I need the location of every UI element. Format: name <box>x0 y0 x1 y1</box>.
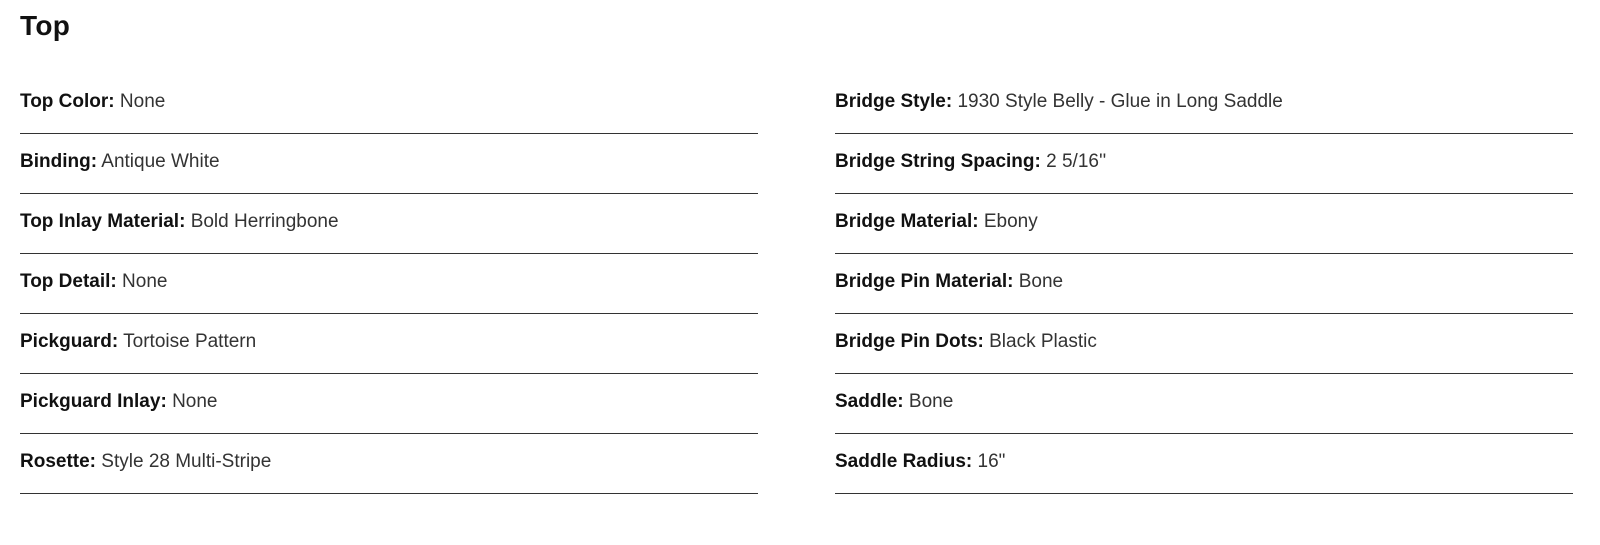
spec-row-top-color <box>20 74 758 134</box>
spec-label: Top Color: <box>20 91 115 112</box>
spec-list-right <box>835 74 1573 494</box>
spec-row-binding <box>20 134 758 194</box>
spec-row-saddle <box>835 374 1573 434</box>
spec-value: Bold Herringbone <box>190 211 339 232</box>
spec-value: 1930 Style Belly - Glue in Long Saddle <box>957 91 1283 112</box>
spec-row-bridge-string-spacing <box>835 134 1573 194</box>
spec-row-bridge-pin-material <box>835 254 1573 314</box>
spec-value: None <box>172 391 218 412</box>
spec-row-top-detail <box>20 254 758 314</box>
spec-value: Tortoise Pattern <box>123 331 257 352</box>
spec-label: Bridge String Spacing: <box>835 151 1041 172</box>
spec-row-top-inlay-material <box>20 194 758 254</box>
spec-label: Saddle: <box>835 391 904 412</box>
spec-label: Bridge Style: <box>835 91 953 112</box>
spec-label: Top Detail: <box>20 271 117 292</box>
spec-row-bridge-style <box>835 74 1573 134</box>
spec-value: 16" <box>977 451 1006 472</box>
spec-value: Antique White <box>101 151 220 172</box>
spec-row-pickguard <box>20 314 758 374</box>
spec-label: Bridge Pin Dots: <box>835 331 984 352</box>
spec-label: Bridge Material: <box>835 211 979 232</box>
spec-label: Bridge Pin Material: <box>835 271 1014 292</box>
spec-row-pickguard-inlay <box>20 374 758 434</box>
spec-label: Binding: <box>20 151 98 172</box>
spec-list-left <box>20 74 758 494</box>
spec-value: Style 28 Multi-Stripe <box>101 451 272 472</box>
spec-value: Ebony <box>983 211 1038 232</box>
spec-row-rosette <box>20 434 758 494</box>
spec-label: Pickguard Inlay: <box>20 391 167 412</box>
spec-value: Bone <box>1018 271 1064 292</box>
spec-value: Black Plastic <box>989 331 1097 352</box>
spec-value: None <box>122 271 168 292</box>
spec-row-bridge-pin-dots <box>835 314 1573 374</box>
spec-value: 2 5/16'' <box>1046 151 1107 172</box>
spec-label: Rosette: <box>20 451 97 472</box>
spec-row-bridge-material <box>835 194 1573 254</box>
spec-value: None <box>119 91 166 112</box>
spec-label: Top Inlay Material: <box>20 211 186 232</box>
spec-row-saddle-radius <box>835 434 1573 494</box>
spec-value: Bone <box>908 391 954 412</box>
spec-label: Pickguard: <box>20 331 119 352</box>
spec-label: Saddle Radius: <box>835 451 973 472</box>
section-title: Top <box>20 10 71 41</box>
